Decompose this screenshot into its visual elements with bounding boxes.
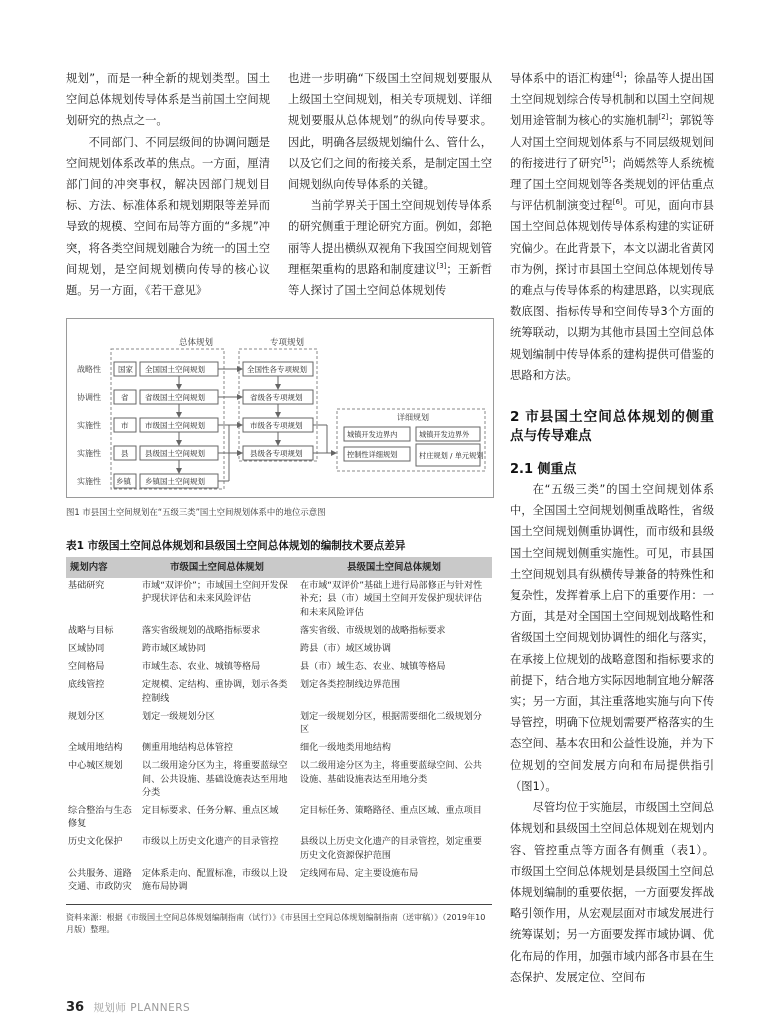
row-attr: 实施性 bbox=[77, 477, 101, 486]
table-row: 综合整治与生态修复 定目标要求、任务分解、重点区域 定目标任务、策略路径、重点区域、重点项目 bbox=[68, 806, 482, 830]
detail-box: 村庄规划 / 单元规划 bbox=[419, 451, 484, 460]
table-row: 底线管控 定规模、定结构、重协调，划示各类控制线 划定各类控制线边界范围 bbox=[68, 680, 401, 704]
general-box: 省级国土空间规划 bbox=[145, 393, 205, 402]
special-box: 省级各专项规划 bbox=[250, 393, 303, 402]
text-column-1 bbox=[66, 68, 270, 301]
section-heading: 2 市县国土空间总体规划的侧重点与传导难点 bbox=[510, 409, 714, 445]
table-row: 历史文化保护 市级以上历史文化遗产的目录管控 县级以上历史文化遗产的目录管控，划定重要历史文化资源保护范围 bbox=[68, 837, 482, 861]
page-number: 36 bbox=[66, 1000, 85, 1015]
general-box: 乡镇国土空间规划 bbox=[145, 477, 205, 486]
general-box: 市级国土空间规划 bbox=[145, 421, 205, 430]
special-box: 市级各专项规划 bbox=[250, 421, 303, 430]
table-row: 战略与目标 落实省级规划的战略指标要求 落实省级、市级规划的战略指标要求 bbox=[68, 625, 446, 636]
figure-caption: 图1 市县国土空间规划在“五级三类”国土空间规划体系中的地位示意图 bbox=[66, 507, 326, 517]
header-general: 总体规划 bbox=[179, 338, 214, 348]
table-header: 规划内容 bbox=[66, 557, 138, 578]
citation: [2] bbox=[658, 113, 669, 122]
paragraph: 在“五级三类”的国土空间规划体系中，全国国土空间规划侧重战略性，省级国土空间规划侧重协调性，而市级和县级国土空间规划侧重实施性。可见，市县国土空间规划具有纵横传导兼备的特殊性和复杂性，发挥着承上启下的重要作用：一方面，其是对全国国土空间规划战略性和省级国土空间规划协调性的细化与落实，在承接上位规划的战略意图和指标要求的前提下，结合地方实际因地制宜地分解落实；另一方面，其注重落地实施与向下传导管控，明确下位规划需要严格落实的生态空间、基本农田和公益性设施，并为下位规划的空间发展方向和布局提供指引（图1）。 bbox=[510, 483, 714, 793]
table-row: 区域协同 跨市域区域协同 跨县（市）域区域协调 bbox=[68, 644, 391, 655]
row-attr: 实施性 bbox=[77, 421, 101, 430]
row-level: 省 bbox=[121, 393, 129, 402]
header-special: 专项规划 bbox=[270, 338, 305, 348]
text-column-2 bbox=[288, 68, 492, 301]
row-attr: 协调性 bbox=[77, 393, 101, 402]
paragraph: 当前学界关于国土空间规划传导体系的研究侧重于理论研究方面。例如，郐艳丽等人提出横纵双视角下我国空间规划管理框架重构的思路和制度建议[3]；王新哲等人探讨了国土空间总体规划传 bbox=[288, 199, 492, 298]
detail-box: 城镇开发边界内 bbox=[347, 430, 398, 439]
table-source-note: 资料来源：根据《市级国土空间总体规划编制指南（试行）》《市县国土空间总体规划编制指南（送审稿）》（2019年10月版）整理。 bbox=[66, 912, 486, 934]
citation: [5] bbox=[601, 156, 612, 165]
table-header: 县级国土空间总体规划 bbox=[296, 557, 492, 578]
row-level: 乡镇 bbox=[116, 477, 131, 486]
subsection-heading: 2.1 侧重点 bbox=[510, 462, 577, 478]
row-level: 国家 bbox=[118, 365, 133, 374]
paragraph: 导体系中的语汇构建[4]；徐晶等人提出国土空间规划综合传导机制和以国土空间规划用途管制为核心的实施机制[2]；郭锐等人对国土空间规划体系与不同层级规划间的衔接进行了研究[5]；尚嫣然等人系统梳理了国土空间规划等各类规划的评估重点与评估机制演变过程[6]。可见，面向市县国土空间总体规划传导体系构建的实证研究偏少。在此背景下，本文以湖北省黄冈市为例，探讨市县国土空间总体规划传导的难点与传导体系的构建思路，以实现底数底图、指标传导和空间传导3个方面的统筹联动，以期为其他市县国土空间总体规划编制中传导体系的建构提供可借鉴的思路和方法。 bbox=[510, 71, 714, 382]
table-row: 公共服务、道路交通、市政防灾 定体系走向、配置标准，市级以上设施布局协调 定线网布局、定主要设施布局 bbox=[68, 868, 419, 893]
detail-box: 控制性详细规划 bbox=[347, 450, 398, 459]
header-detailed: 详细规划 bbox=[397, 413, 429, 422]
row-attr: 战略性 bbox=[77, 365, 101, 374]
page-footer bbox=[66, 1000, 190, 1015]
figure-planning-hierarchy bbox=[66, 318, 494, 498]
table-row: 全域用地结构 侧重用地结构总体管控 细化一级地类用地结构 bbox=[68, 743, 391, 754]
paragraph: 也进一步明确“下级国土空间规划要服从上级国土空间规划，相关专项规划、详细规划要服从总体规划”的纵向传导要求。因此，明确各层级规划编什么、管什么，以及它们之间的衔接关系，是制定国土空间规划纵向传导体系的关键。 bbox=[288, 72, 492, 192]
table-header: 市级国土空间总体规划 bbox=[138, 557, 296, 578]
paragraph: 不同部门、不同层级间的协调问题是空间规划体系改革的焦点。一方面，厘清部门间的冲突事权，解决因部门规划目标、方法、标准体系和规划期限等差异而导致的规模、空间布局等方面的“多规”冲突，将各类空间规划融合为统一的国土空间规划，是空间规划横向传导的核心议题。另一方面，《若干意见》 bbox=[66, 135, 270, 298]
comparison-table bbox=[66, 557, 492, 897]
special-box: 全国性各专项规划 bbox=[247, 365, 307, 374]
general-box: 县级国土空间规划 bbox=[145, 449, 205, 458]
table-title: 表1 市级国土空间总体规划和县级国土空间总体规划的编制技术要点差异 bbox=[66, 540, 406, 552]
journal-name: 规划师 PLANNERS bbox=[93, 1002, 191, 1014]
citation: [6] bbox=[612, 198, 623, 207]
table-row: 空间格局 市域生态、农业、城镇等格局 县（市）域生态、农业、城镇等格局 bbox=[68, 662, 446, 673]
paragraph: 规划”，而是一种全新的规划类型。国土空间总体规划传导体系是当前国土空间规划研究的热点之一。 bbox=[66, 72, 270, 128]
table-row: 规划分区 划定一级规划分区 划定一级规划分区，根据需要细化二级规划分区 bbox=[68, 711, 482, 736]
special-box: 县级各专项规划 bbox=[250, 449, 303, 458]
table-header-row bbox=[66, 557, 492, 578]
citation: [3] bbox=[436, 262, 447, 271]
row-attr: 实施性 bbox=[77, 449, 101, 458]
row-level: 市 bbox=[121, 421, 129, 430]
row-level: 县 bbox=[121, 449, 129, 458]
general-box: 全国国土空间规划 bbox=[145, 365, 205, 374]
table-rule-bottom bbox=[66, 904, 492, 905]
citation: [4] bbox=[612, 71, 623, 80]
paragraph: 尽管均位于实施层，市级国土空间总体规划和县级国土空间总体规划在规划内容、管控重点等方面各有侧重（表1）。市级国土空间总体规划是县级国土空间总体规划编制的重要依据，一方面要发挥战略引领作用，从宏观层面对市域发展进行统筹谋划；另一方面要发挥市域协调、优化布局的作用，加强市域内部各市县在生态保护、发展定位、空间布 bbox=[510, 801, 714, 984]
table-row: 基础研究 市域“双评价”；市域国土空间开发保护现状评估和未来风险评估 在市域“双评价”基础上进行局部修正与针对性补充；县（市）域国土空间开发保护现状评估和未来风险评估 bbox=[68, 581, 483, 618]
detail-box: 城镇开发边界外 bbox=[419, 430, 470, 439]
text-column-3 bbox=[510, 68, 714, 988]
table-row: 中心城区规划 以二级用途分区为主，将重要蓝绿空间、公共设施、基础设施表达至用地分类 以二级用途分区为主，将重要蓝绿空间、公共设施、基础设施表达至用地分类 bbox=[68, 761, 482, 798]
